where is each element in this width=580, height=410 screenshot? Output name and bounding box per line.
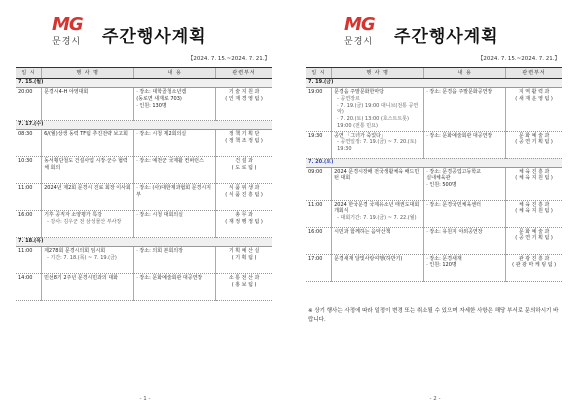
event-department xyxy=(216,88,272,121)
event-time: 16:00 xyxy=(306,227,332,254)
header-department: 관련부서 xyxy=(216,68,272,79)
page-number: - 1 - xyxy=(139,396,151,402)
page-2 xyxy=(290,0,580,410)
content-line: · 장소: 예천군 국제활 컨퍼런스 xyxy=(136,158,204,164)
event-name: 2024 문경시장배 전국생활체육 배드민턴 대회 xyxy=(334,168,420,182)
date-cell: 7. 15.(월) xyxy=(16,79,272,88)
page-title: 주간행사계획 xyxy=(102,27,207,47)
logo-mark: MG xyxy=(344,14,375,35)
event-name: 공연 「그녀가 죽었다」 xyxy=(334,132,386,139)
content-line: · 인원: 120명 xyxy=(426,262,457,269)
event-name: 문경시4-H 야영대회 xyxy=(44,89,89,95)
department-line: 건 설 과 xyxy=(235,158,253,164)
department-line: 지 역 활 력 과 xyxy=(518,89,550,95)
event-content xyxy=(424,227,506,254)
date-row xyxy=(306,79,562,88)
content-line: · 장소: 문경읍 주말문화공연장 xyxy=(426,89,493,95)
event-content xyxy=(424,200,506,227)
department-line: 체 육 진 흥 과 xyxy=(518,201,550,208)
page-title: 주간행사계획 xyxy=(394,27,499,47)
content-line: · 장소: 문경국민체육센터 xyxy=(426,201,482,208)
event-name: 동서횡단철도 건설사업 시장·군수 협력체 회의 xyxy=(44,158,128,171)
event-cell xyxy=(332,200,424,227)
event-content xyxy=(424,131,506,158)
event-department xyxy=(216,157,272,184)
event-content xyxy=(134,211,216,238)
event-content xyxy=(424,254,506,281)
content-line: · 장소: (사)대한제과협회 문경시지부 xyxy=(136,185,211,198)
event-content xyxy=(424,167,506,200)
event-department xyxy=(506,254,562,281)
event-name: 문경새재 달빛사랑여행(하반기) xyxy=(334,255,403,262)
date-cell: 7. 19.(금) xyxy=(306,79,562,88)
department-line: 정 책 기 획 단 xyxy=(228,131,260,137)
content-line: 실내체육관 xyxy=(426,175,451,182)
department-line: ( 홍 보 팀 ) xyxy=(231,281,257,288)
header xyxy=(48,14,207,50)
event-name: 문경읍 주말문화한마당 xyxy=(334,89,384,95)
event-cell xyxy=(42,88,134,121)
event-time: 08:30 xyxy=(16,130,42,157)
header-event: 행 사 명 xyxy=(42,68,134,79)
event-department xyxy=(506,200,562,227)
event-cell xyxy=(42,184,134,211)
logo-city: 문경시 xyxy=(52,37,82,47)
department-line: ( 기 획 팀 ) xyxy=(231,254,257,261)
content-line: · 장소: 시청 제2회의실 xyxy=(136,131,187,137)
event-row xyxy=(16,247,272,274)
event-content xyxy=(134,157,216,184)
header-datetime: 일 시 xyxy=(16,68,42,79)
event-time: 16:00 xyxy=(16,211,42,238)
event-row xyxy=(16,211,272,238)
period-label: 【2024. 7. 15.~2024. 7. 21.】 xyxy=(187,56,270,62)
event-content xyxy=(134,184,216,211)
event-cell xyxy=(332,227,424,254)
header-event: 행 사 명 xyxy=(332,68,424,79)
logo-city: 문경시 xyxy=(344,37,374,47)
header-content: 내 용 xyxy=(424,68,506,79)
event-row xyxy=(16,157,272,184)
department-line: ( 정 책 조 정 팀 ) xyxy=(225,137,263,144)
department-line: ( 체 육 지 원 팀 ) xyxy=(515,208,553,215)
logo-mark: MG xyxy=(52,14,83,35)
event-time: 17:00 xyxy=(306,254,332,281)
event-cell xyxy=(332,131,424,158)
event-cell xyxy=(42,157,134,184)
event-content xyxy=(424,88,506,132)
event-department xyxy=(216,247,272,274)
department-line: ( 식 품 진 흥 팀 ) xyxy=(225,191,263,198)
date-row xyxy=(16,79,272,88)
table-header xyxy=(306,68,562,79)
event-time: 11:00 xyxy=(16,247,42,274)
event-name: 기후 공직자 소양평가 특강 xyxy=(44,212,102,218)
department-line: ( 재 정 행 정 팀 ) xyxy=(225,218,263,225)
event-time: 19:00 xyxy=(306,88,332,132)
event-cell xyxy=(332,88,424,132)
header-content: 내 용 xyxy=(134,68,216,79)
department-line: 기 획 예 산 실 xyxy=(228,248,260,254)
table-header xyxy=(16,68,272,79)
schedule-table xyxy=(306,67,562,282)
event-row xyxy=(16,274,272,301)
content-line: (동로면 새재로 703) xyxy=(136,95,182,102)
date-cell: 7. 20.(토) xyxy=(306,158,562,167)
header-datetime: 일 시 xyxy=(306,68,332,79)
event-cell xyxy=(332,254,424,281)
department-line: 기 술 지 원 과 xyxy=(228,89,260,95)
schedule-table xyxy=(16,67,272,301)
event-detail: - 기간: 7. 18.(목) ~ 7. 19.(금) xyxy=(47,254,117,261)
department-line: ( 새 재 운 영 팀 ) xyxy=(515,95,553,102)
event-row xyxy=(306,88,562,132)
date-row xyxy=(306,158,562,167)
department-line: 총 무 과 xyxy=(235,212,253,218)
event-department xyxy=(506,227,562,254)
department-line: 소 통 전 산 과 xyxy=(228,275,260,281)
department-line: ( 체 육 지 원 팀 ) xyxy=(515,175,553,182)
event-department xyxy=(506,131,562,158)
department-line: ( 관 광 마 케 팅 팀 ) xyxy=(512,262,557,269)
content-line: · 장소: 문화예술회관 대공연장 xyxy=(136,275,203,281)
content-line: · 장소: 문경공업고등학교 xyxy=(426,168,482,175)
event-content xyxy=(134,130,216,157)
event-detail: - 강사: 김우군 전 삼성물산 부사장 xyxy=(47,218,122,225)
event-cell xyxy=(42,211,134,238)
event-cell xyxy=(42,247,134,274)
department-line: ( 공 연 기 획 팀 ) xyxy=(515,235,553,242)
event-department xyxy=(216,184,272,211)
event-detail: - 공연일정: 7. 19.(금) ~ 7. 20.(토) 19:30 xyxy=(337,139,417,152)
city-logo xyxy=(48,14,94,50)
event-content xyxy=(134,247,216,274)
event-department xyxy=(506,167,562,200)
event-department xyxy=(506,88,562,132)
notice-text: ※ 상기 행사는 사정에 따라 일정이 변경 또는 취소될 수 있으며 자세한 사항은 해당 부서로 문의하시기 바랍니다. xyxy=(308,308,559,323)
event-detail: · 7. 20.(토) 13:00 (호스트트롯) xyxy=(337,116,409,122)
event-name: 민선8기 2주년 문경시민과의 대화 xyxy=(44,275,119,281)
event-name: 6/(월)상생 동력 TF팀 추진전략 보고회 xyxy=(44,131,128,137)
event-department xyxy=(216,211,272,238)
event-department xyxy=(216,130,272,157)
date-row xyxy=(16,121,272,130)
event-time: 14:00 xyxy=(16,274,42,301)
department-line: ( 도 로 팀 ) xyxy=(231,164,257,171)
content-line: · 장소: 유원지 야외공연장 xyxy=(426,228,483,235)
content-line: · 장소: 시청 대회의실 xyxy=(136,212,183,218)
department-line: 문 화 예 술 과 xyxy=(518,132,550,139)
event-name: 시민과 함께하는 음악산책 xyxy=(334,228,391,235)
event-detail: · 7. 19.(금) 19:00 대니브(전통 공연악) xyxy=(337,102,419,116)
event-time: 19:30 xyxy=(306,131,332,158)
department-line: ( 공 연 기 획 팀 ) xyxy=(515,139,553,146)
event-row xyxy=(306,131,562,158)
event-name: 제278회 문경시의회 임시회 xyxy=(44,248,106,254)
event-cell xyxy=(42,130,134,157)
event-detail: - 대회기간: 7. 19.(금) ~ 7. 22.(월) xyxy=(337,215,417,221)
period-label: 【2024. 7. 15.~2024. 7. 21.】 xyxy=(477,56,560,62)
department-line: 식 품 위 생 과 xyxy=(228,185,260,191)
event-time: 11:00 xyxy=(16,184,42,211)
event-name: 2024년 제2회 문경시 진료 회장 이사회 xyxy=(44,185,131,191)
event-time: 20:00 xyxy=(16,88,42,121)
city-logo xyxy=(340,14,386,50)
content-line: · 장소: 문화예술회관 대공연장 xyxy=(426,132,493,139)
event-row xyxy=(306,167,562,200)
event-cell xyxy=(332,167,424,200)
department-line: ( 인 재 경 영 팀 ) xyxy=(225,95,263,102)
content-line: · 장소: 의회 본회의장 xyxy=(136,248,183,254)
header-department: 관련부서 xyxy=(506,68,562,79)
date-cell: 7. 17.(수) xyxy=(16,121,272,130)
event-department xyxy=(216,274,272,301)
event-content xyxy=(134,274,216,301)
event-row xyxy=(16,130,272,157)
event-row xyxy=(16,88,272,121)
page-number: - 2 - xyxy=(429,396,441,402)
event-time: 10:30 xyxy=(16,157,42,184)
event-detail: 19:00 (전통 민요) xyxy=(337,122,378,129)
event-row xyxy=(306,227,562,254)
content-line: · 장소: 대학골청소년캠 xyxy=(136,89,187,95)
event-row xyxy=(306,254,562,281)
date-cell: 7. 18.(목) xyxy=(16,238,272,247)
event-content xyxy=(134,88,216,121)
date-row xyxy=(16,238,272,247)
event-name: 2024 한국문경 국제유소년 태권도대회 개회식 xyxy=(334,201,420,215)
event-time: 11:00 xyxy=(306,200,332,227)
department-line: 체 육 진 흥 과 xyxy=(518,168,550,175)
content-line: · 인원: 500명 xyxy=(426,182,457,188)
content-line: · 장소: 문경새재 xyxy=(426,255,462,262)
department-line: 문 화 예 술 과 xyxy=(518,228,550,235)
event-detail: - 공연장르 xyxy=(337,95,360,102)
department-line: 관 광 진 흥 과 xyxy=(518,255,550,262)
header xyxy=(340,14,499,50)
event-row xyxy=(16,184,272,211)
event-cell xyxy=(42,274,134,301)
event-row xyxy=(306,200,562,227)
event-time: 09:00 xyxy=(306,167,332,200)
content-line: · 인원: 130명 xyxy=(136,102,167,109)
